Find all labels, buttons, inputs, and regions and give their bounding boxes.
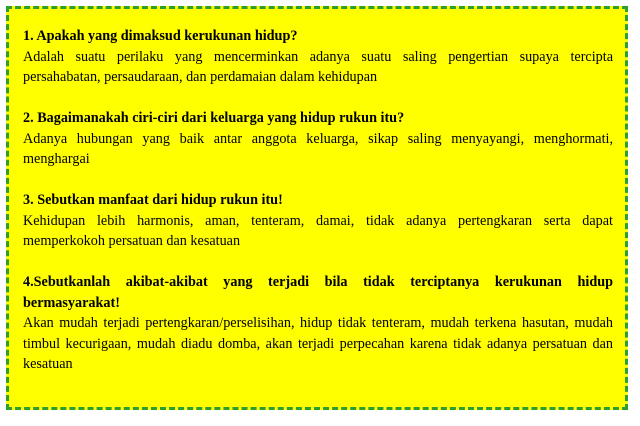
- answer-3: Kehidupan lebih harmonis, aman, tenteram, damai, tidak adanya pertengkaran serta dapat memperkokoh persatuan dan kesatuan: [23, 212, 613, 249]
- question-1: 1. Apakah yang dimaksud kerukunan hidup?: [23, 28, 298, 44]
- question-4: 4.Sebutkanlah akibat-akibat yang terjadi bila tidak terciptanya kerukunan hidup bermasyarakat!: [23, 274, 613, 311]
- answer-2: Adanya hubungan yang baik antar anggota keluarga, sikap saling menyayangi, menghormati, menghargai: [23, 130, 613, 167]
- answer-1: Adalah suatu perilaku yang mencerminkan adanya suatu saling pengertian supaya tercipta persahabatan, persaudaraan, dan perdamaian dalam kehidupan: [23, 48, 613, 85]
- qa-content: [23, 26, 613, 375]
- question-2: 2. Bagaimanakah ciri-ciri dari keluarga yang hidup rukun itu?: [23, 110, 405, 126]
- qa-card: [6, 6, 628, 410]
- qa-item-1: [23, 26, 613, 88]
- qa-item-4: [23, 272, 613, 375]
- question-3: 3. Sebutkan manfaat dari hidup rukun itu!: [23, 192, 283, 208]
- qa-item-2: [23, 108, 613, 170]
- answer-4: Akan mudah terjadi pertengkaran/perselisihan, hidup tidak tenteram, mudah terkena hasutan, mudah timbul kecurigaan, mudah diadu domba, akan terjadi perpecahan karena tidak adanya persatuan dan kesatuan: [23, 315, 613, 372]
- qa-item-3: [23, 190, 613, 252]
